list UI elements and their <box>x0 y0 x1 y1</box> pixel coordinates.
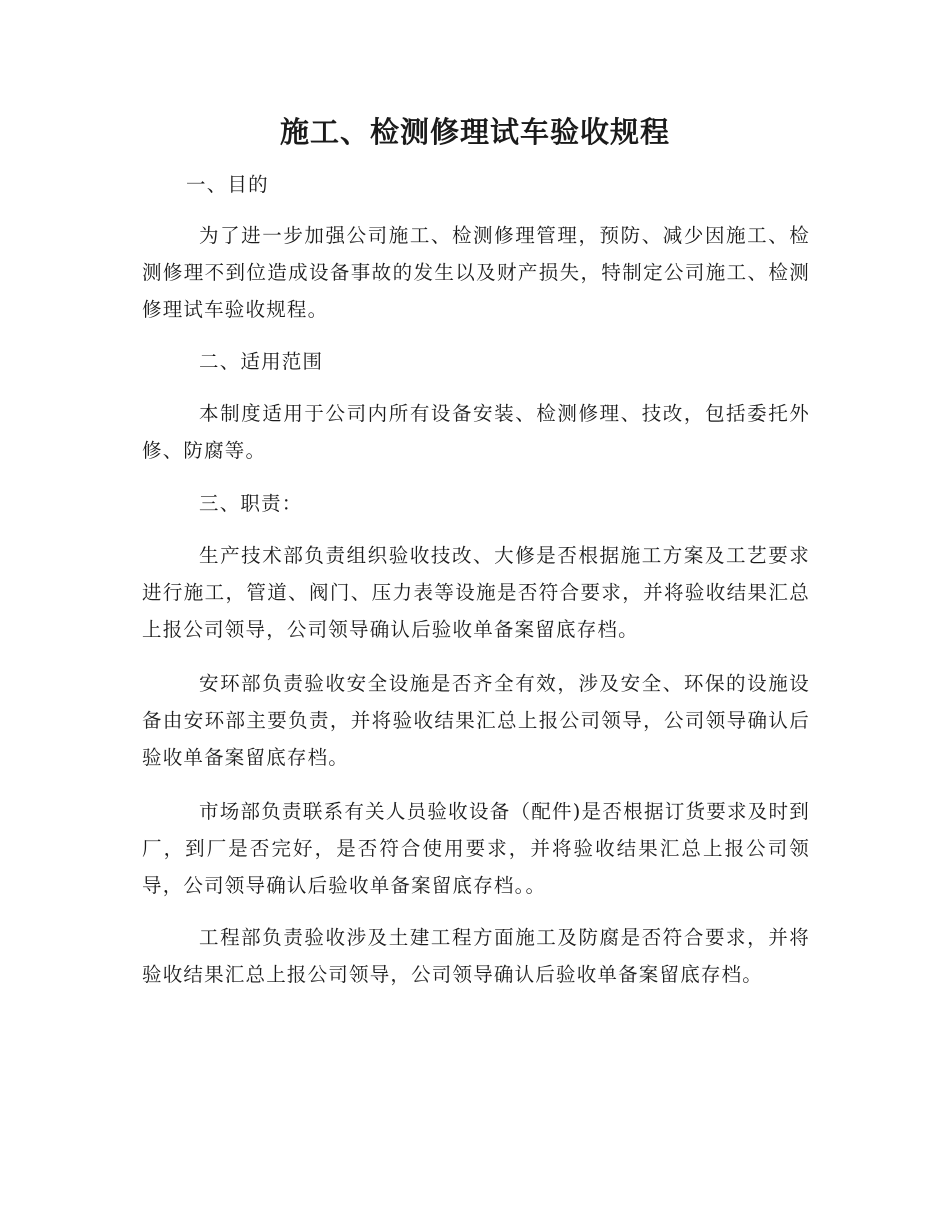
section-heading-scope: 二、适用范围 <box>199 350 324 373</box>
paragraph-engineering-dept: 工程部负责验收涉及土建工程方面施工及防腐是否符合要求，并将验收结果汇总上报公司领导，公司领导确认后验收单备案留底存档。 <box>142 926 810 986</box>
section-heading-responsibilities: 三、职责： <box>199 492 303 515</box>
paragraph-market-dept: 市场部负责联系有关人员验收设备（配件)是否根据订货要求及时到厂，到厂是否完好，是否符合使用要求，并将验收结果汇总上报公司领导，公司领导确认后验收单备案留底存档。。 <box>142 800 810 897</box>
section-heading-purpose: 一、目的 <box>186 173 269 196</box>
paragraph-production-tech-dept: 生产技术部负责组织验收技改、大修是否根据施工方案及工艺要求进行施工，管道、阀门、压力表等设施是否符合要求，并将验收结果汇总上报公司领导，公司领导确认后验收单备案留底存档。 <box>142 544 810 641</box>
paragraph-safety-env-dept: 安环部负责验收安全设施是否齐全有效，涉及安全、环保的设施设备由安环部主要负责，并将验收结果汇总上报公司领导，公司领导确认后验收单备案留底存档。 <box>142 672 810 769</box>
paragraph-purpose: 为了进一步加强公司施工、检测修理管理，预防、减少因施工、检测修理不到位造成设备事故的发生以及财产损失，特制定公司施工、检测修理试车验收规程。 <box>142 224 810 321</box>
document-title: 施工、检测修理试车验收规程 <box>279 115 670 149</box>
paragraph-scope: 本制度适用于公司内所有设备安装、检测修理、技改，包括委托外修、防腐等。 <box>142 402 810 462</box>
